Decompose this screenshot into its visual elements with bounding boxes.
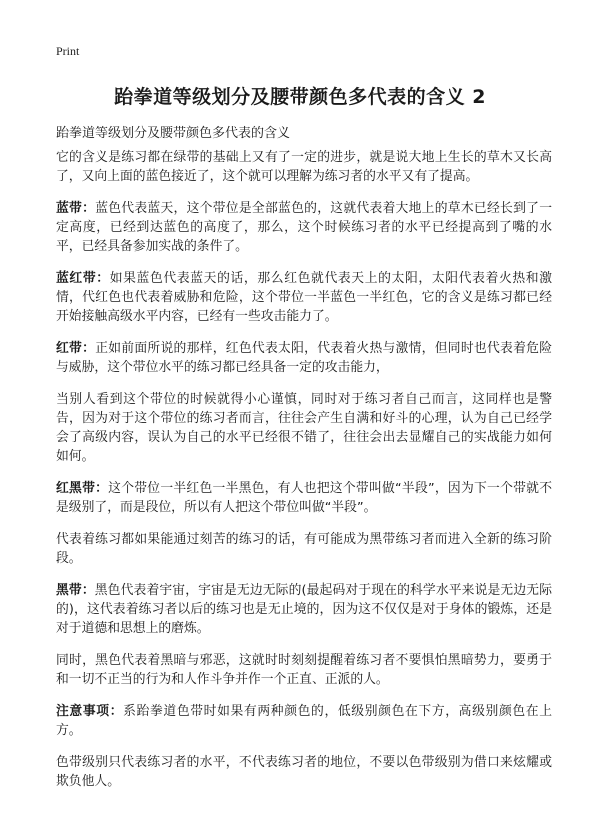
paragraph-term: 蓝带： bbox=[56, 201, 96, 216]
paragraph-text: 黑色代表着宇宙，宇宙是无边无际的(最起码对于现在的科学水平来说是无边无际的)，这代表着练习者以后的练习也是无止境的，因为这不仅仅是对于身体的锻炼，还是对于道德和思想上的磨炼。 bbox=[56, 583, 552, 636]
paragraph-text: 蓝色代表蓝天，这个带位是全部蓝色的，这就代表着大地上的草木已经长到了一定高度，已经到达蓝色的高度了，那么，这个时候练习者的水平已经提高到了嘴的水平，已经具备参加实战的条件了。 bbox=[56, 201, 553, 254]
paragraph-term: 黑带： bbox=[56, 583, 95, 598]
document-subtitle: 跆拳道等级划分及腰带颜色多代表的含义 bbox=[56, 126, 291, 141]
paragraph-term: 红带： bbox=[56, 341, 96, 356]
paragraph-text: 代表着练习都如果能通过刻苦的练习的话，有可能成为黑带练习者而进入全新的练习阶段。 bbox=[56, 532, 552, 566]
paragraph-black-belt-meaning bbox=[56, 651, 552, 689]
document-body bbox=[56, 148, 552, 804]
paragraph-black-belt bbox=[56, 581, 552, 638]
paragraph-text: 如果蓝色代表蓝天的话，那么红色就代表天上的太阳，太阳代表着火热和激情，代红色也代表着威胁和危险，这个带位一半蓝色一半红色，它的含义是练习都已经开始接触高级水平内容，已经有一些攻击能力了。 bbox=[56, 271, 553, 324]
paragraph-term: 蓝红带： bbox=[56, 271, 110, 286]
paragraph-blue-belt bbox=[56, 199, 552, 256]
paragraph-text: 它的含义是练习都在绿带的基础上又有了一定的进步，就是说大地上生长的草木又长高了，又向上面的蓝色接近了，这个就可以理解为练习者的水平又有了提高。 bbox=[56, 150, 552, 184]
paragraph-notes bbox=[56, 702, 552, 740]
paragraph-text: 色带级别只代表练习者的水平，不代表练习者的地位，不要以色带级别为借口来炫耀或欺负他人。 bbox=[56, 755, 552, 789]
paragraph-text: 这个带位一半红色一半黑色，有人也把这个带叫做“半段”，因为下一个带就不是级别了，而是段位，所以有人把这个带位叫做“半段”。 bbox=[56, 481, 553, 515]
paragraph-text: 系跆拳道色带时如果有两种颜色的，低级别颜色在下方，高级别颜色在上方。 bbox=[56, 704, 553, 738]
document-title: 跆拳道等级划分及腰带颜色多代表的含义 2 bbox=[114, 86, 486, 108]
paragraph-term: 红黑带： bbox=[56, 481, 109, 496]
paragraph-blue-red-belt bbox=[56, 269, 552, 326]
paragraph-red-black-next bbox=[56, 530, 552, 568]
paragraph-final-note bbox=[56, 753, 552, 791]
paragraph-text: 当别人看到这个带位的时候就得小心谨慎，同时对于练习者自己而言，这同样也是警告，因为对于这个带位的练习者而言，往往会产生自满和好斗的心理，认为自己已经学会了高级内容，误认为自己的水平已经很不错了，往往会出去显耀自己的实战能力如何如何。 bbox=[56, 392, 552, 464]
paragraph-intro bbox=[56, 148, 552, 186]
paragraph-red-belt-warning bbox=[56, 390, 552, 466]
paragraph-term: 注意事项： bbox=[56, 704, 124, 719]
paragraph-red-black-belt bbox=[56, 479, 552, 517]
print-link[interactable]: Print bbox=[56, 44, 80, 58]
paragraph-text: 正如前面所说的那样，红色代表太阳，代表着火热与激情，但同时也代表着危险与威胁，这个带位水平的练习都已经具备一定的攻击能力， bbox=[56, 341, 553, 375]
paragraph-red-belt bbox=[56, 339, 552, 377]
paragraph-text: 同时，黑色代表着黑暗与邪恶，这就时时刻刻提醒着练习者不要惧怕黑暗势力，要勇于和一切不正当的行为和人作斗争并作一个正直、正派的人。 bbox=[56, 653, 552, 687]
